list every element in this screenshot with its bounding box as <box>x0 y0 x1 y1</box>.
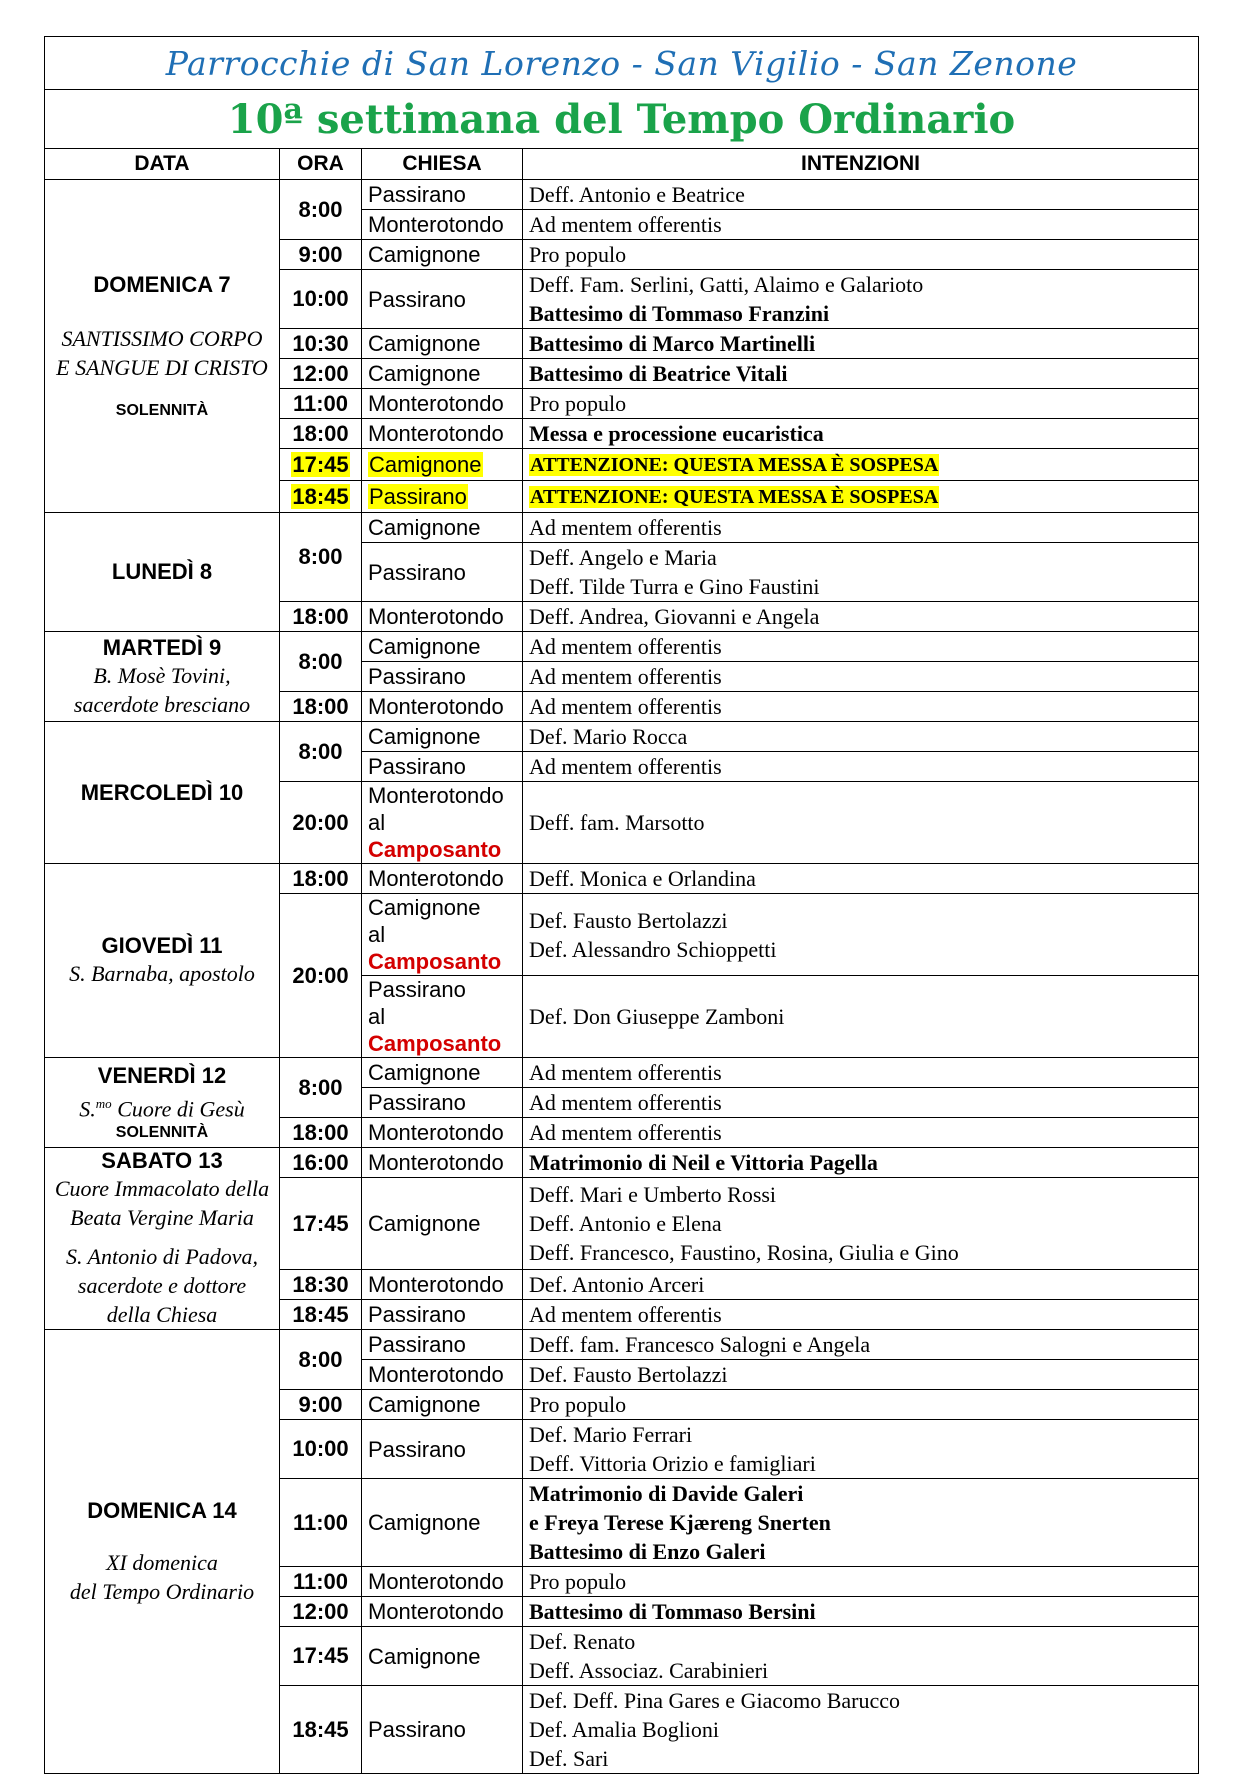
intention: Deff. Angelo e Maria Deff. Tilde Turra e Gino Faustini <box>523 543 1199 602</box>
church-name: Monterotondo <box>362 1118 523 1148</box>
day-name: DOMENICA 14 <box>87 1497 237 1523</box>
mass-time: 9:00 <box>280 240 362 270</box>
mass-time: 10:30 <box>280 329 362 359</box>
day-feast: della Chiesa <box>106 1302 218 1327</box>
church-name: Passirano <box>362 180 523 210</box>
intention: Ad mentem offerentis <box>523 1058 1199 1088</box>
intention: Ad mentem offerentis <box>523 1118 1199 1148</box>
day-feast: S. Antonio di Padova, <box>65 1244 259 1269</box>
intention: Pro populo <box>523 1390 1199 1420</box>
intention: Def. Mario Ferrari Deff. Vittoria Orizio e famigliari <box>523 1420 1199 1479</box>
intention: Messa e processione eucaristica <box>523 419 1199 449</box>
church-name: Camignone <box>362 1178 523 1270</box>
day-cell <box>45 864 280 1058</box>
intention: Def. Fausto Bertolazzi <box>523 1360 1199 1390</box>
mass-time: 18:45 <box>280 1300 362 1330</box>
church-name: Camignone al Camposanto <box>362 894 523 976</box>
mass-time: 10:00 <box>280 1420 362 1479</box>
church-name: Camignone <box>362 359 523 389</box>
intention: Matrimonio di Davide Galeri e Freya Terese Kjæreng Snerten Battesimo di Enzo Galeri <box>523 1479 1199 1567</box>
day-cell <box>45 1058 280 1148</box>
camposanto-label: Camposanto <box>368 837 502 862</box>
col-header-church: CHIESA <box>362 149 523 180</box>
intention: Ad mentem offerentis <box>523 1300 1199 1330</box>
church-name: Camignone <box>362 1058 523 1088</box>
mass-time: 8:00 <box>280 1330 362 1390</box>
day-cell <box>45 722 280 864</box>
day-feast: S.$^{mo}$ Cuore di Gesù <box>79 1096 245 1122</box>
intention: Def. Don Giuseppe Zamboni <box>523 976 1199 1058</box>
intention: Def. Fausto Bertolazzi Def. Alessandro Schioppetti <box>523 894 1199 976</box>
weekly-schedule-sheet <box>44 36 1198 1774</box>
day-cell <box>45 513 280 632</box>
mass-time: 11:00 <box>280 1479 362 1567</box>
church-name: Passirano al Camposanto <box>362 976 523 1058</box>
church-name: Passirano <box>362 1330 523 1360</box>
day-name: MARTEDÌ 9 <box>102 634 222 660</box>
intention: Def. Antonio Arceri <box>523 1270 1199 1300</box>
day-cell <box>45 1148 280 1330</box>
mass-time: 16:00 <box>280 1148 362 1178</box>
suspended-notice: ATTENZIONE: QUESTA MESSA È SOSPESA <box>523 481 1199 513</box>
intention: Ad mentem offerentis <box>523 1088 1199 1118</box>
church-name: Monterotondo <box>362 419 523 449</box>
intention: Deff. Monica e Orlandina <box>523 864 1199 894</box>
mass-time: 17:45 <box>280 1627 362 1686</box>
church-name: Monterotondo <box>362 1270 523 1300</box>
intention: Ad mentem offerentis <box>523 752 1199 782</box>
day-feast: SANTISSIMO CORPO <box>61 326 263 351</box>
church-name: Monterotondo al Camposanto <box>362 782 523 864</box>
intention: Deff. fam. Marsotto <box>523 782 1199 864</box>
col-header-date: DATA <box>45 149 280 180</box>
intention: Pro populo <box>523 389 1199 419</box>
day-name: SABATO 13 <box>101 1148 223 1173</box>
col-header-time: ORA <box>280 149 362 180</box>
mass-time: 12:00 <box>280 359 362 389</box>
mass-time: 9:00 <box>280 1390 362 1420</box>
church-name: Monterotondo <box>362 864 523 894</box>
mass-time: 8:00 <box>280 722 362 782</box>
day-feast: sacerdote e dottore <box>77 1273 247 1298</box>
church-name: Camignone <box>362 632 523 662</box>
camposanto-label: Camposanto <box>368 949 502 974</box>
mass-time: 18:00 <box>280 602 362 632</box>
mass-time: 18:00 <box>280 692 362 722</box>
mass-time: 11:00 <box>280 1567 362 1597</box>
church-name: Camignone <box>362 513 523 543</box>
day-name: VENERDÌ 12 <box>97 1063 227 1089</box>
mass-time: 18:30 <box>280 1270 362 1300</box>
mass-time: 8:00 <box>280 1058 362 1118</box>
church-name: Monterotondo <box>362 602 523 632</box>
intention: Matrimonio di Neil e Vittoria Pagella <box>523 1148 1199 1178</box>
day-name: GIOVEDÌ 11 <box>101 933 223 958</box>
intention: Battesimo di Tommaso Bersini <box>523 1597 1199 1627</box>
mass-time: 18:00 <box>280 419 362 449</box>
day-name: DOMENICA 7 <box>93 272 231 297</box>
church-name: Passirano <box>362 270 523 329</box>
church-name: Camignone <box>362 722 523 752</box>
mass-time-suspended: 18:45 <box>280 481 362 513</box>
day-feast: sacerdote bresciano <box>73 691 251 717</box>
mass-time: 8:00 <box>280 180 362 240</box>
intention: Deff. Mari e Umberto Rossi Deff. Antonio e Elena Deff. Francesco, Faustino, Rosina, Giulia e Gino <box>523 1178 1199 1270</box>
day-feast: XI domenica <box>106 1549 218 1575</box>
church-name: Monterotondo <box>362 1597 523 1627</box>
mass-time: 8:00 <box>280 513 362 602</box>
suspended-notice: ATTENZIONE: QUESTA MESSA È SOSPESA <box>523 449 1199 481</box>
church-name: Passirano <box>362 1686 523 1774</box>
intention: Ad mentem offerentis <box>523 692 1199 722</box>
day-feast: S. Barnaba, apostolo <box>69 961 255 986</box>
intention: Def. Deff. Pina Gares e Giacomo Barucco Def. Amalia Boglioni Def. Sari <box>523 1686 1199 1774</box>
day-feast: B. Mosè Tovini, <box>93 662 231 688</box>
church-name: Camignone <box>362 1627 523 1686</box>
intention: Ad mentem offerentis <box>523 513 1199 543</box>
church-name: Passirano <box>362 662 523 692</box>
day-cell <box>45 632 280 722</box>
intention: Def. Renato Deff. Associaz. Carabinieri <box>523 1627 1199 1686</box>
mass-time: 8:00 <box>280 632 362 692</box>
church-name: Passirano <box>362 752 523 782</box>
intention: Ad mentem offerentis <box>523 210 1199 240</box>
church-name: Camignone <box>362 240 523 270</box>
church-name: Monterotondo <box>362 1360 523 1390</box>
church-name: Camignone <box>362 449 523 481</box>
intention: Deff. Fam. Serlini, Gatti, Alaimo e Galarioto Battesimo di Tommaso Franzini <box>523 270 1199 329</box>
intention: Ad mentem offerentis <box>523 662 1199 692</box>
mass-time: 20:00 <box>280 782 362 864</box>
intention: Pro populo <box>523 1567 1199 1597</box>
schedule-table <box>44 36 1199 1774</box>
day-cell <box>45 180 280 513</box>
church-name: Monterotondo <box>362 1567 523 1597</box>
solemnity-label: SOLENNITÀ <box>115 1123 209 1141</box>
camposanto-label: Camposanto <box>368 1031 502 1056</box>
intention: Pro populo <box>523 240 1199 270</box>
intention: Ad mentem offerentis <box>523 632 1199 662</box>
mass-time: 18:45 <box>280 1686 362 1774</box>
day-feast: Beata Vergine Maria <box>70 1205 254 1230</box>
intention: Deff. Antonio e Beatrice <box>523 180 1199 210</box>
day-feast: Cuore Immacolato della <box>54 1176 270 1201</box>
church-name: Passirano <box>362 1300 523 1330</box>
day-name: LUNEDÌ 8 <box>111 559 213 584</box>
mass-time: 12:00 <box>280 1597 362 1627</box>
mass-time: 10:00 <box>280 270 362 329</box>
day-feast: E SANGUE DI CRISTO <box>56 355 268 380</box>
intention: Deff. Andrea, Giovanni e Angela <box>523 602 1199 632</box>
mass-time: 20:00 <box>280 894 362 1058</box>
mass-time: 11:00 <box>280 389 362 419</box>
mass-time: 18:00 <box>280 864 362 894</box>
church-name: Passirano <box>362 1088 523 1118</box>
parish-title: Parrocchie di San Lorenzo - San Vigilio - San Zenone <box>45 37 1199 90</box>
church-name: Camignone <box>362 329 523 359</box>
church-name: Monterotondo <box>362 210 523 240</box>
church-name: Monterotondo <box>362 389 523 419</box>
mass-time: 17:45 <box>280 1178 362 1270</box>
intention: Def. Mario Rocca <box>523 722 1199 752</box>
church-name: Passirano <box>362 1420 523 1479</box>
day-cell <box>45 1330 280 1774</box>
mass-time: 18:00 <box>280 1118 362 1148</box>
week-title: 10ª settimana del Tempo Ordinario <box>45 90 1199 149</box>
church-name: Monterotondo <box>362 1148 523 1178</box>
day-name: MERCOLEDÌ 10 <box>80 779 244 805</box>
day-feast: del Tempo Ordinario <box>69 1578 255 1604</box>
col-header-intentions: INTENZIONI <box>523 149 1199 180</box>
intention: Deff. fam. Francesco Salogni e Angela <box>523 1330 1199 1360</box>
intention: Battesimo di Beatrice Vitali <box>523 359 1199 389</box>
church-name: Passirano <box>362 481 523 513</box>
church-name: Camignone <box>362 1479 523 1567</box>
intention: Battesimo di Marco Martinelli <box>523 329 1199 359</box>
solemnity-label: SOLENNITÀ <box>115 402 209 419</box>
church-name: Camignone <box>362 1390 523 1420</box>
mass-time-suspended: 17:45 <box>280 449 362 481</box>
church-name: Monterotondo <box>362 692 523 722</box>
church-name: Passirano <box>362 543 523 602</box>
